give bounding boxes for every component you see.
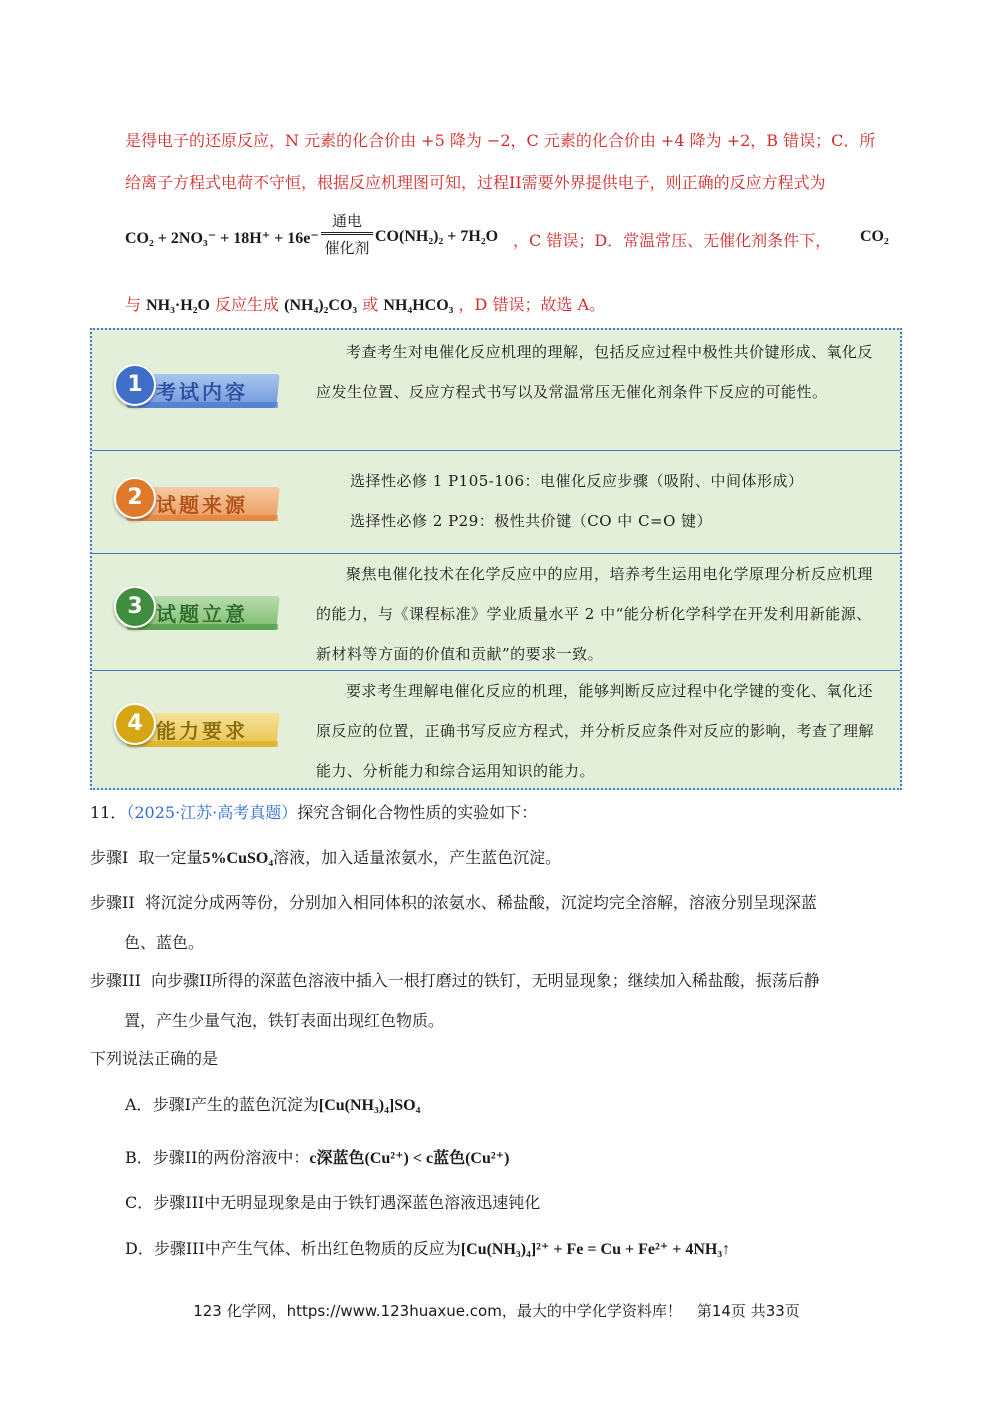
step-3: 步骤III 向步骤II所得的深蓝色溶液中插入一根打磨过的铁钉，无明显现象；继续加入稀盐酸，振荡后静 [90, 971, 820, 990]
badge-intent: 3 试题立意 [114, 580, 282, 638]
question-source: （2025·江苏·高考真题） [126, 803, 298, 822]
equation-right: CO(NH₂)₂ + 7H₂O [375, 228, 499, 245]
info-row-1 [92, 330, 900, 451]
step-2: 步骤II 将沉淀分成两等份，分别加入相同体积的浓氨水、稀盐酸，沉淀均完全溶解，溶液分别呈现深蓝 [90, 893, 817, 912]
info-text-2b: 选择性必修 2 P29：极性共价键（CO 中 C=O 键） [350, 512, 713, 530]
badge-ability: 4 能力要求 [114, 697, 282, 755]
info-row-2 [92, 451, 900, 554]
analysis-co2: CO₂ [860, 228, 889, 245]
exam-info-table [90, 328, 902, 790]
option-b[interactable]: B．步骤II的两份溶液中：c深蓝色(Cu²⁺) < c蓝色(Cu²⁺) [125, 1148, 510, 1167]
option-d[interactable]: D．步骤III中产生气体、析出红色物质的反应为[Cu(NH₃)₄]²⁺ + Fe = Cu + Fe²⁺ + 4NH₃↑ [125, 1239, 731, 1258]
question-header: 11．（2025·江苏·高考真题）探究含铜化合物性质的实验如下： [90, 803, 538, 822]
info-text-4: 要求考生理解电催化反应的机理，能够判断反应过程中化学键的变化、氧化还原反应的位置，正确书写反应方程式，并分析反应条件对反应的影响，考查了理解能力、分析能力和综合运用知识的能力。 [316, 682, 875, 780]
badge-source: 2 试题来源 [114, 471, 282, 529]
step-1: 步骤I 取一定量5%CuSO₄溶液，加入适量浓氨水，产生蓝色沉淀。 [90, 848, 562, 867]
option-a[interactable]: A．步骤I产生的蓝色沉淀为[Cu(NH₃)₄]SO₄ [125, 1095, 421, 1114]
analysis-c-d: ，C 错误；D．常温常压、无催化剂条件下， [513, 231, 832, 250]
info-text-2a: 选择性必修 1 P105-106：电催化反应步骤（吸附、中间体形成） [350, 472, 804, 490]
info-text-1: 考查考生对电催化反应机理的理解，包括反应过程中极性共价键形成、氧化反应发生位置、反应方程式书写以及常温常压无催化剂条件下反应的可能性。 [316, 343, 874, 401]
analysis-line-1: 是得电子的还原反应，N 元素的化合价由 +5 降为 −2，C 元素的化合价由 +4 降为 +2，B 错误；C．所 [125, 131, 876, 150]
reaction-equation [125, 210, 905, 262]
info-row-4 [92, 671, 900, 789]
analysis-line-2: 给离子方程式电荷不守恒，根据反应机理图可知，过程II需要外界提供电子，则正确的反应方程式为 [125, 173, 826, 192]
page-footer: 123 化学网，https://www.123huaxue.com，最大的中学化学资料库！ 第14页 共33页 [193, 1302, 800, 1320]
equation-condition: 通电 催化剂 [321, 210, 373, 258]
step-3-cont: 置，产生少量气泡，铁钉表面出现红色物质。 [124, 1011, 445, 1030]
equation-left: CO₂ + 2NO₃⁻ + 18H⁺ + 16e⁻ [125, 230, 319, 247]
info-text-3: 聚焦电催化技术在化学反应中的应用，培养考生运用电化学原理分析反应机理的能力，与《课程标准》学业质量水平 2 中“能分析化学科学在开发利用新能源、新材料等方面的价值和贡献”的要求一致。 [316, 565, 874, 663]
badge-exam-content: 1 考试内容 [114, 358, 282, 416]
option-c[interactable]: C．步骤III中无明显现象是由于铁钉遇深蓝色溶液迅速钝化 [125, 1193, 541, 1212]
step-2-cont: 色、蓝色。 [124, 933, 205, 952]
analysis-line-4: 与 NH₃·H₂O 反应生成 (NH₄)₂CO₃ 或 NH₄HCO₃ ，D 错误；故选 A。 [125, 295, 606, 314]
question-prompt: 下列说法正确的是 [90, 1049, 219, 1068]
info-row-3 [92, 554, 900, 671]
